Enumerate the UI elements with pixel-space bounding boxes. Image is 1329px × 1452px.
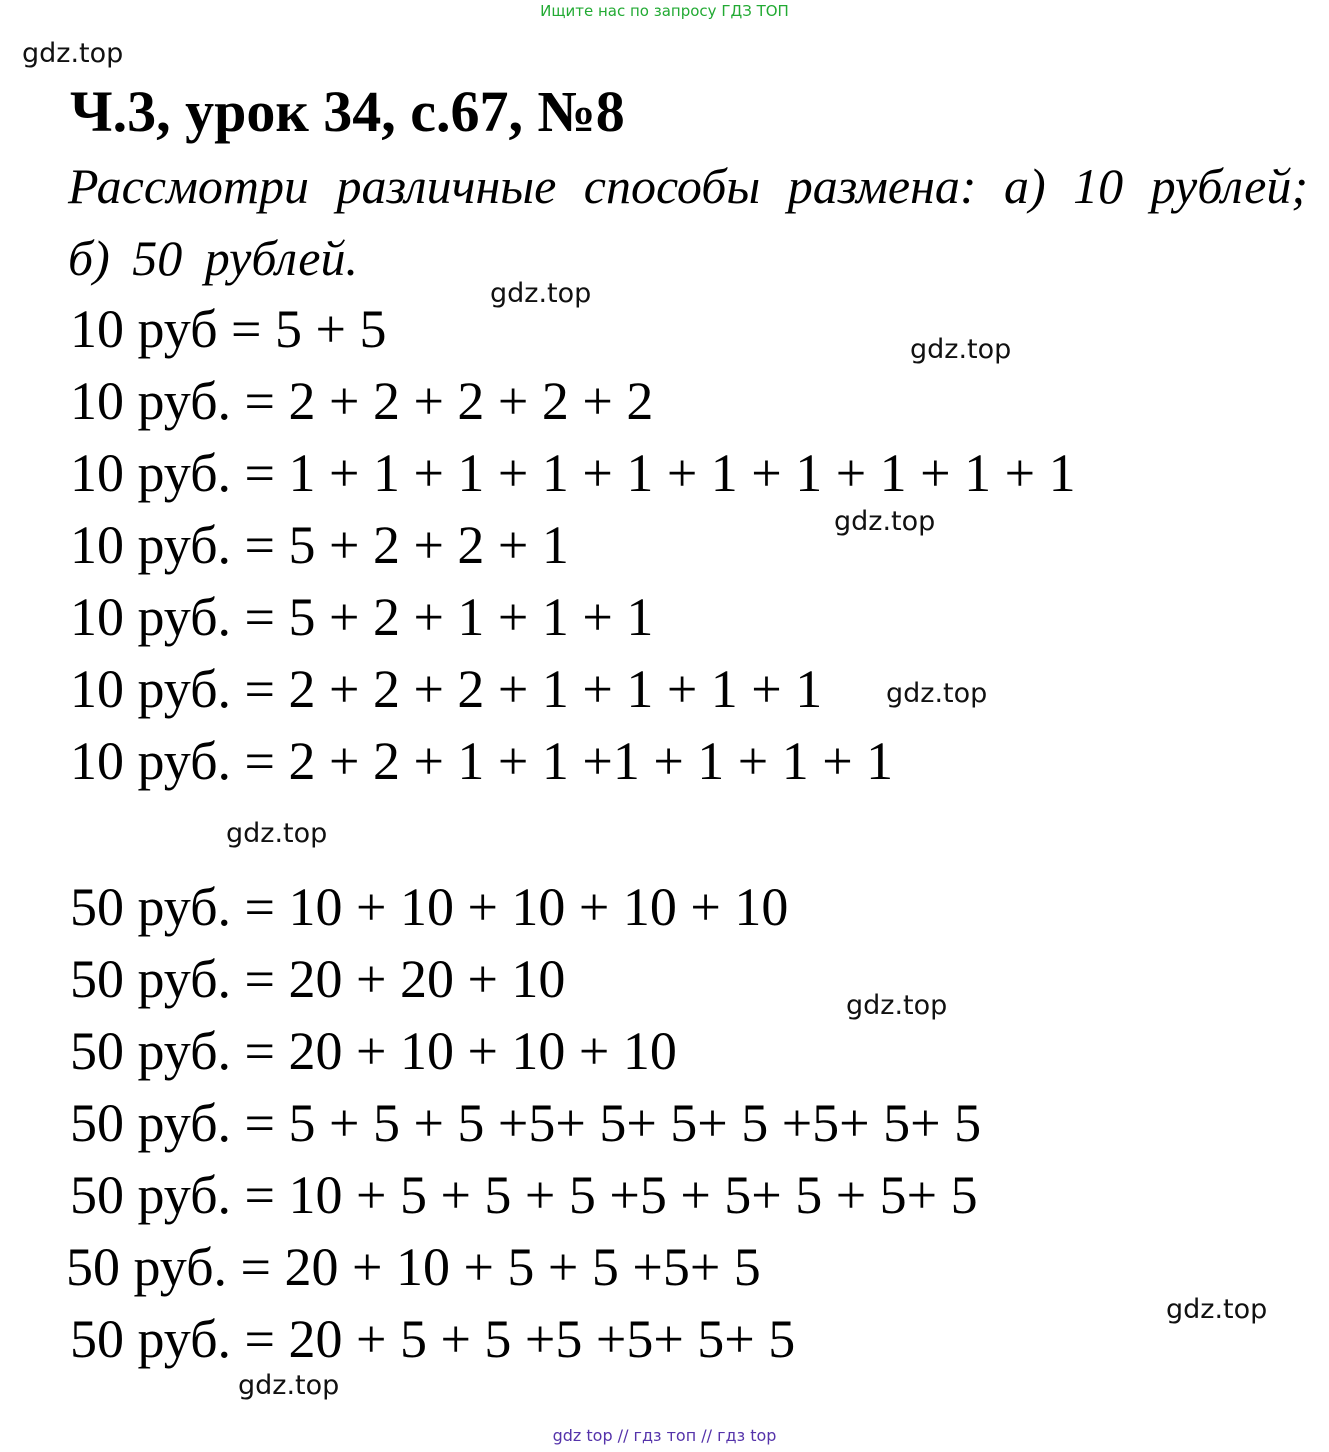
equation-10-7: 10 руб. = 2 + 2 + 1 + 1 +1 + 1 + 1 + 1 xyxy=(70,731,894,791)
watermark: gdz.top xyxy=(22,38,124,69)
footer-text: gdz top // гдз топ // гдз top xyxy=(552,1426,777,1445)
task-text: Рассмотри различные способы размена: а) 10 рублей; б) 50 рублей. xyxy=(68,158,1308,286)
watermark: gdz.top xyxy=(886,678,988,709)
watermark: gdz.top xyxy=(238,1370,340,1401)
watermark: gdz.top xyxy=(226,818,328,849)
page-title: Ч.3, урок 34, с.67, №8 xyxy=(70,79,625,144)
equation-10-4: 10 руб. = 5 + 2 + 2 + 1 xyxy=(70,515,569,575)
equation-50-5: 50 руб. = 10 + 5 + 5 + 5 +5 + 5+ 5 + 5+ 5 xyxy=(70,1165,978,1225)
equation-10-1: 10 руб = 5 + 5 xyxy=(70,299,387,359)
equation-50-3: 50 руб. = 20 + 10 + 10 + 10 xyxy=(70,1021,677,1081)
equation-50-7: 50 руб. = 20 + 5 + 5 +5 +5+ 5+ 5 xyxy=(70,1309,796,1369)
watermark: gdz.top xyxy=(910,334,1012,365)
equation-50-2: 50 руб. = 20 + 20 + 10 xyxy=(70,949,566,1009)
watermark: gdz.top xyxy=(834,506,936,537)
equation-50-1: 50 руб. = 10 + 10 + 10 + 10 + 10 xyxy=(70,877,789,937)
watermark: gdz.top xyxy=(846,990,948,1021)
equation-10-2: 10 руб. = 2 + 2 + 2 + 2 + 2 xyxy=(70,371,654,431)
search-banner: Ищите нас по запросу ГДЗ ТОП xyxy=(540,2,789,20)
equation-10-3: 10 руб. = 1 + 1 + 1 + 1 + 1 + 1 + 1 + 1 + 1 + 1 xyxy=(70,443,1076,503)
equation-10-5: 10 руб. = 5 + 2 + 1 + 1 + 1 xyxy=(70,587,654,647)
equation-50-4: 50 руб. = 5 + 5 + 5 +5+ 5+ 5+ 5 +5+ 5+ 5 xyxy=(70,1093,982,1153)
watermark: gdz.top xyxy=(490,278,592,309)
equation-10-6: 10 руб. = 2 + 2 + 2 + 1 + 1 + 1 + 1 xyxy=(70,659,823,719)
watermark: gdz.top xyxy=(1166,1294,1268,1325)
equation-50-6: 50 руб. = 20 + 10 + 5 + 5 +5+ 5 xyxy=(66,1237,761,1297)
